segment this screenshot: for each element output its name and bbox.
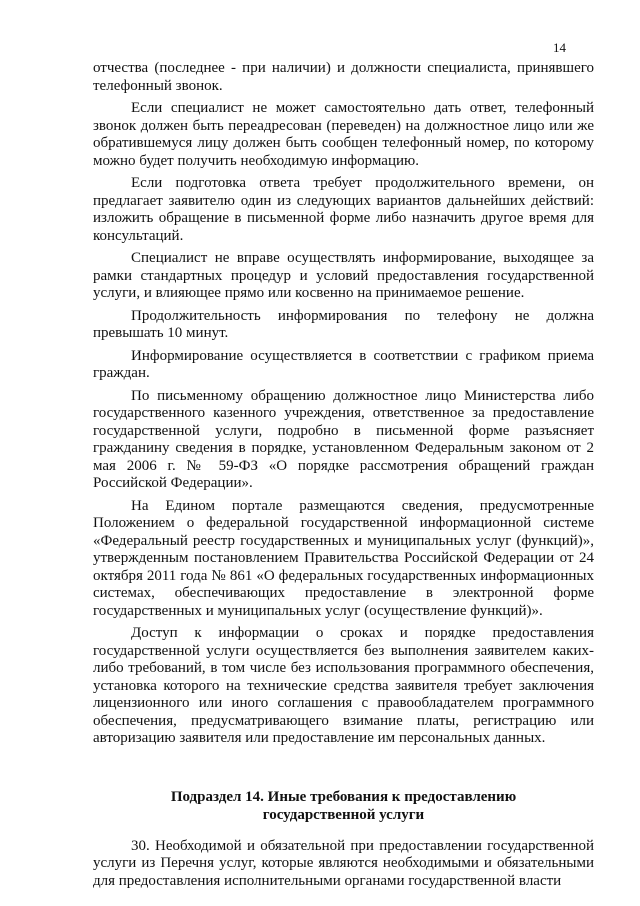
section-heading-line-1: Подраздел 14. Иные требования к предоставлению bbox=[170, 788, 517, 805]
paragraph-7: По письменному обращению должностное лицо Министерства либо государственного казенного учреждения, ответственное за предоставление государственной услуги, подробно в письменной форме разъясняет гражданину сведения в порядке, установленном Федеральным законом от 2 мая 2006 г. № 59-ФЗ «О порядке рассмотрения обращений граждан Российской Федерации». bbox=[93, 387, 594, 491]
page-number: 14 bbox=[553, 40, 566, 55]
paragraph-4: Специалист не вправе осуществлять информирование, выходящее за рамки стандартных процедур и условий предоставления государственной услуги, и влияющее прямо или косвенно на принимаемое решение. bbox=[93, 250, 594, 301]
section-heading bbox=[93, 788, 594, 824]
paragraph-1: отчества (последнее - при наличии) и должности специалиста, принявшего телефонный звонок. bbox=[93, 60, 594, 94]
paragraph-9: Доступ к информации о сроках и порядке предоставления государственной услуги осуществляется без выполнения заявителем каких-либо требований, в том числе без использования программного обеспечения, установка которого на технические средства заявителя требует заключения лицензионного или иного соглашения с правообладателем программного обеспечения, предусматривающего взимание платы, регистрацию или авторизацию заявителя или предоставление им персональных данных. bbox=[93, 625, 594, 746]
paragraph-8: На Едином портале размещаются сведения, предусмотренные Положением о федеральной государственной информационной системе «Федеральный реестр государственных и муниципальных услуг (функций)», утвержденным постановлением Правительства Российской Федерации от 24 октября 2011 года № 861 «О федеральных государственных информационных системах, обеспечивающих предоставление в электронной форме государственных и муниципальных услуг (осуществление функций)». bbox=[93, 497, 594, 619]
paragraph-10: 30. Необходимой и обязательной при предоставлении государственной услуги из Перечня услуг, которые являются необходимыми и обязательными для предоставления исполнительными органами государственной власти bbox=[93, 837, 594, 889]
document-body bbox=[93, 60, 594, 895]
section-heading-line-2: государственной услуги bbox=[262, 806, 425, 823]
paragraph-5: Продолжительность информирования по телефону не должна превышать 10 минут. bbox=[93, 307, 594, 341]
paragraph-6: Информирование осуществляется в соответствии с графиком приема граждан. bbox=[93, 347, 594, 381]
paragraph-3: Если подготовка ответа требует продолжительного времени, он предлагает заявителю один из следующих вариантов дальнейших действий: изложить обращение в письменной форме либо назначить другое время для консультаций. bbox=[93, 175, 594, 244]
paragraph-2: Если специалист не может самостоятельно дать ответ, телефонный звонок должен быть переадресован (переведен) на должностное лицо или же обратившемуся лицу должен быть сообщен телефонный номер, по которому можно будет получить необходимую информацию. bbox=[93, 100, 594, 169]
